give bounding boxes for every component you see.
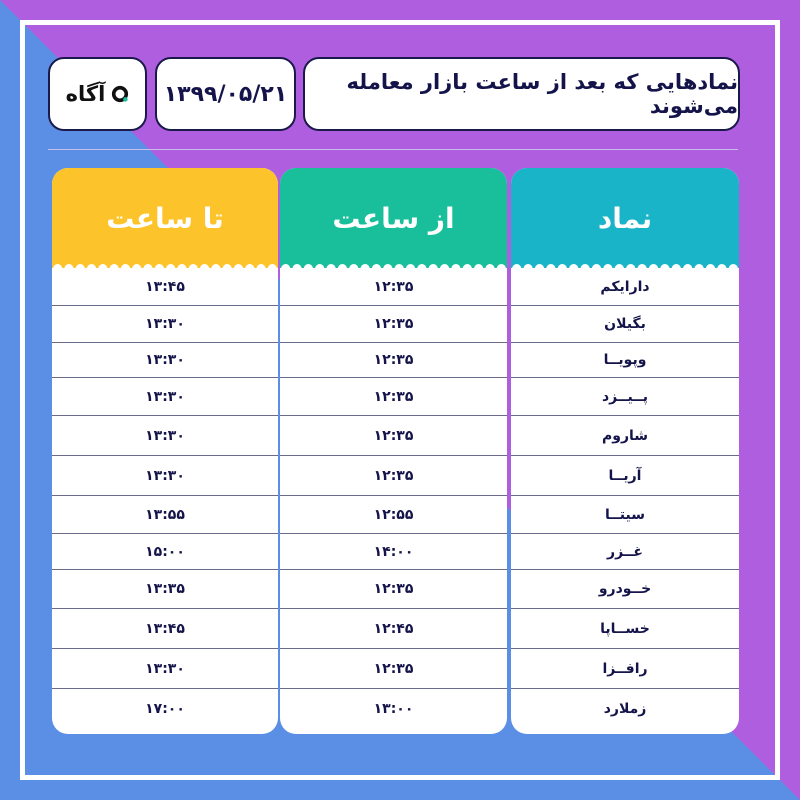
table-cell-symbol: وپویــا: [511, 343, 739, 378]
date-badge: ۱۳۹۹/۰۵/۲۱: [155, 57, 296, 131]
table-cell-from: ۱۲:۳۵: [280, 570, 507, 609]
table-cell-to: ۱۳:۳۰: [52, 343, 278, 378]
logo-ring-icon: [111, 85, 129, 103]
column-header-to-label: تا ساعت: [106, 201, 224, 235]
logo-text: آگاه: [65, 82, 106, 106]
column-from: [280, 168, 507, 734]
symbol-rows: [511, 268, 739, 728]
table-cell-from: ۱۲:۳۵: [280, 649, 507, 689]
table-cell-from: ۱۲:۳۵: [280, 268, 507, 306]
column-header-symbol-label: نماد: [597, 201, 653, 235]
table-cell-to: ۱۳:۳۰: [52, 416, 278, 456]
logo: [48, 57, 147, 131]
table-cell-to: ۱۳:۳۵: [52, 570, 278, 609]
table-cell-to: ۱۳:۳۰: [52, 378, 278, 416]
column-header-to: [52, 168, 278, 268]
table-cell-symbol: شاروم: [511, 416, 739, 456]
table-cell-symbol: غــزر: [511, 534, 739, 570]
table-cell-from: ۱۲:۵۵: [280, 496, 507, 534]
divider: [48, 149, 738, 150]
table-cell-to: ۱۳:۴۵: [52, 609, 278, 649]
column-header-symbol: [511, 168, 739, 268]
column-header-from-label: از ساعت: [332, 201, 455, 235]
column-to: [52, 168, 278, 734]
column-symbol: [511, 168, 739, 734]
table-cell-to: ۱۳:۳۰: [52, 306, 278, 343]
table-cell-symbol: پــیــزد: [511, 378, 739, 416]
table-cell-to: ۱۳:۵۵: [52, 496, 278, 534]
table-cell-symbol: خــودرو: [511, 570, 739, 609]
page-title: نمادهایی که بعد از ساعت بازار معامله می‌شوند: [303, 57, 740, 131]
table-cell-symbol: بگیلان: [511, 306, 739, 343]
table-cell-from: ۱۲:۳۵: [280, 416, 507, 456]
table-cell-symbol: رافــزا: [511, 649, 739, 689]
table-cell-from: ۱۲:۳۵: [280, 378, 507, 416]
table-cell-symbol: خســاپا: [511, 609, 739, 649]
table-cell-to: ۱۳:۳۰: [52, 649, 278, 689]
table-cell-from: ۱۲:۳۵: [280, 306, 507, 343]
to-rows: [52, 268, 278, 728]
table-cell-to: ۱۷:۰۰: [145, 700, 185, 717]
table-cell-from: ۱۴:۰۰: [280, 534, 507, 570]
schedule-table: [48, 168, 740, 734]
from-rows: [280, 268, 507, 728]
table-cell-to: ۱۵:۰۰: [52, 534, 278, 570]
table-cell-symbol: دارایکم: [511, 268, 739, 306]
table-cell-symbol: آریــا: [511, 456, 739, 496]
column-header-from: [280, 168, 507, 268]
table-cell-from: ۱۳:۰۰: [373, 700, 414, 717]
table-cell-symbol: زملارد: [603, 700, 647, 717]
table-cell-to: ۱۳:۴۵: [52, 268, 278, 306]
table-cell-from: ۱۲:۳۵: [280, 343, 507, 378]
table-cell-from: ۱۲:۴۵: [280, 609, 507, 649]
table-cell-to: ۱۳:۳۰: [52, 456, 278, 496]
table-cell-from: ۱۲:۳۵: [280, 456, 507, 496]
table-cell-symbol: سیتــا: [511, 496, 739, 534]
